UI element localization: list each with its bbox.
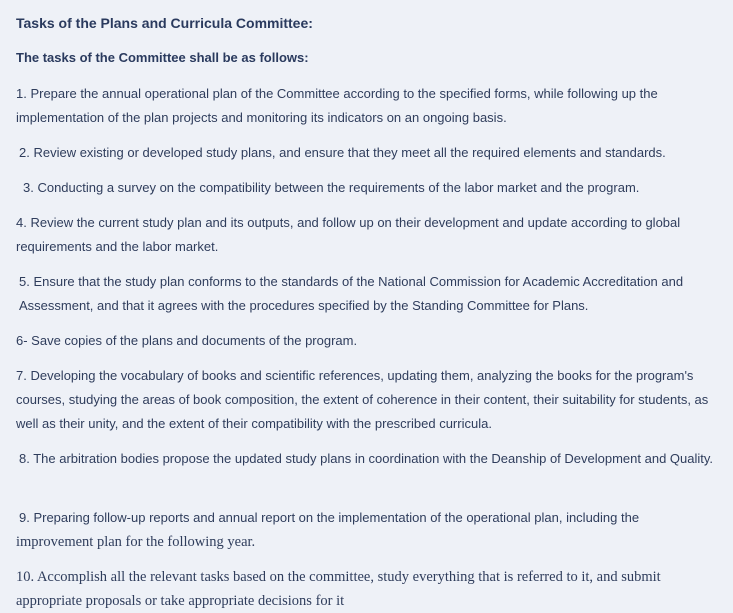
task-item-9: [16, 506, 728, 554]
section-title: Tasks of the Plans and Curricula Committee:: [16, 15, 313, 31]
task-item-10: 10. Accomplish all the relevant tasks based on the committee, study everything that is referred to it, and submit appropriate proposals or take appropriate decisions for it: [16, 569, 661, 609]
section-subtitle: The tasks of the Committee shall be as follows:: [16, 50, 309, 65]
task-item-8: 8. The arbitration bodies propose the updated study plans in coordination with the Deanship of Development and Quality.: [19, 451, 714, 466]
task-item-2: 2. Review existing or developed study plans, and ensure that they meet all the required elements and standards.: [19, 145, 666, 160]
task-item-9-text: 9. Preparing follow-up reports and annual report on the implementation of the operational plan, including the: [19, 510, 640, 525]
task-item-9-tail: improvement plan for the following year.: [16, 534, 256, 550]
task-item-5: 5. Ensure that the study plan conforms to the standards of the National Commission for Academic Accreditation and Assessment, and that it agrees with the procedures specified by the Standing Committee for Plans.: [19, 274, 684, 313]
task-item-3: 3. Conducting a survey on the compatibility between the requirements of the labor market and the program.: [23, 180, 640, 195]
task-item-1: 1. Prepare the annual operational plan of the Committee according to the specified forms, while following up the implementation of the plan projects and monitoring its indicators on an ongoing basis.: [16, 86, 658, 125]
task-item-6: 6- Save copies of the plans and documents of the program.: [16, 333, 358, 348]
task-item-4: 4. Review the current study plan and its outputs, and follow up on their development and update according to global requirements and the labor market.: [16, 215, 681, 254]
task-item-7: 7. Developing the vocabulary of books and scientific references, updating them, analyzing the books for the program's courses, studying the areas of book composition, the extent of coherence in their content, their suitability for students, as well as their unity, and the extent of their compatibility with the prescribed curricula.: [16, 368, 709, 431]
